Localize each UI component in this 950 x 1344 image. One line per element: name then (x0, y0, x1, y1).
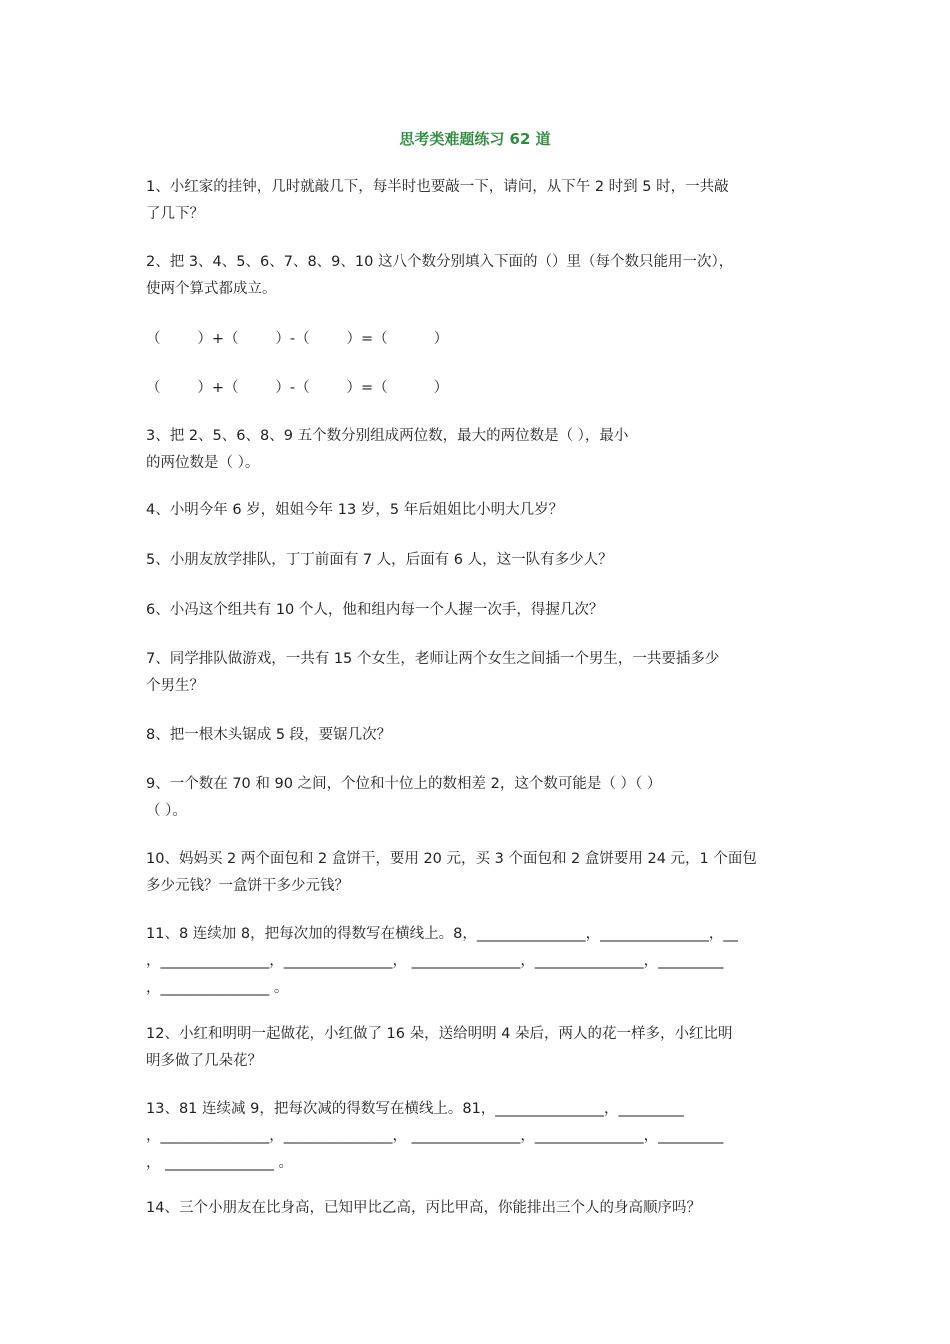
question-11-line-2: ，_______________，_______________， _______________，_______________，_________ (146, 953, 724, 969)
question-7 (146, 646, 806, 700)
question-2 (146, 249, 806, 303)
question-9 (146, 771, 806, 825)
question-11-line-3: ，_______________ 。 (146, 980, 289, 996)
question-1 (146, 174, 806, 228)
question-13-line-2: ，_______________，_______________， _______________，_______________，_________ (146, 1128, 724, 1144)
page-title: 思考类难题练习 62 道 (399, 130, 551, 148)
question-14: 14、三个小朋友在比身高，已知甲比乙高，丙比甲高，你能排出三个人的身高顺序吗？ (146, 1200, 701, 1216)
question-1-line-1: 1、小红家的挂钟，几时就敲几下，每半时也要敲一下，请问，从下午 2 时到 5 时，一共敲 (146, 179, 729, 195)
question-3-line-2: 的两位数是（ ）。 (146, 455, 260, 471)
question-7-line-1: 7、同学排队做游戏，一共有 15 个女生，老师让两个女生之间插一个男生，一共要插多少 (146, 651, 720, 667)
question-7-line-2: 个男生？ (146, 678, 204, 694)
question-13-line-3: ， _______________ 。 (146, 1155, 293, 1171)
question-12 (146, 1021, 806, 1075)
question-2-line-1: 2、把 3、4、5、6、7、8、9、10 这八个数分别填入下面的（）里（每个数只能用一次）， (146, 254, 734, 270)
question-6: 6、小冯这个组共有 10 个人，他和组内每一个人握一次手，得握几次？ (146, 602, 604, 618)
equation-2: （ ）+（ ）-（ ）=（ ） (146, 380, 449, 396)
question-3 (146, 423, 806, 477)
equation-1: （ ）+（ ）-（ ）=（ ） (146, 331, 449, 347)
question-5: 5、小朋友放学排队，丁丁前面有 7 人，后面有 6 人，这一队有多少人？ (146, 552, 613, 568)
question-13-line-1: 13、81 连续减 9，把每次减的得数写在横线上。81，_______________，_________ (146, 1101, 684, 1117)
question-13 (146, 1096, 806, 1177)
question-3-line-1: 3、把 2、5、6、8、9 五个数分别组成两位数，最大的两位数是（ ），最小 (146, 428, 629, 444)
question-12-line-1: 12、小红和明明一起做花，小红做了 16 朵，送给明明 4 朵后，两人的花一样多，小红比明 (146, 1026, 733, 1042)
question-10-line-1: 10、妈妈买 2 两个面包和 2 盒饼干，要用 20 元，买 3 个面包和 2 盒饼要用 24 元，1 个面包 (146, 851, 757, 867)
question-12-line-2: 明多做了几朵花？ (146, 1053, 262, 1069)
question-10-line-2: 多少元钱？一盒饼干多少元钱？ (146, 878, 349, 894)
question-4: 4、小明今年 6 岁，姐姐今年 13 岁，5 年后姐姐比小明大几岁？ (146, 502, 564, 518)
question-2-line-2: 使两个算式都成立。 (146, 281, 277, 297)
question-1-line-2: 了几下？ (146, 206, 204, 222)
question-9-line-1: 9、一个数在 70 和 90 之间，个位和十位上的数相差 2，这个数可能是（ ）（ ） (146, 776, 662, 792)
question-11 (146, 921, 806, 1002)
question-11-line-1: 11、8 连续加 8，把每次加的得数写在横线上。8，_______________，_______________，__ (146, 926, 738, 942)
question-9-line-2: （ ）。 (146, 803, 187, 819)
question-8: 8、把一根木头锯成 5 段，要锯几次？ (146, 727, 392, 743)
question-10 (146, 846, 806, 900)
